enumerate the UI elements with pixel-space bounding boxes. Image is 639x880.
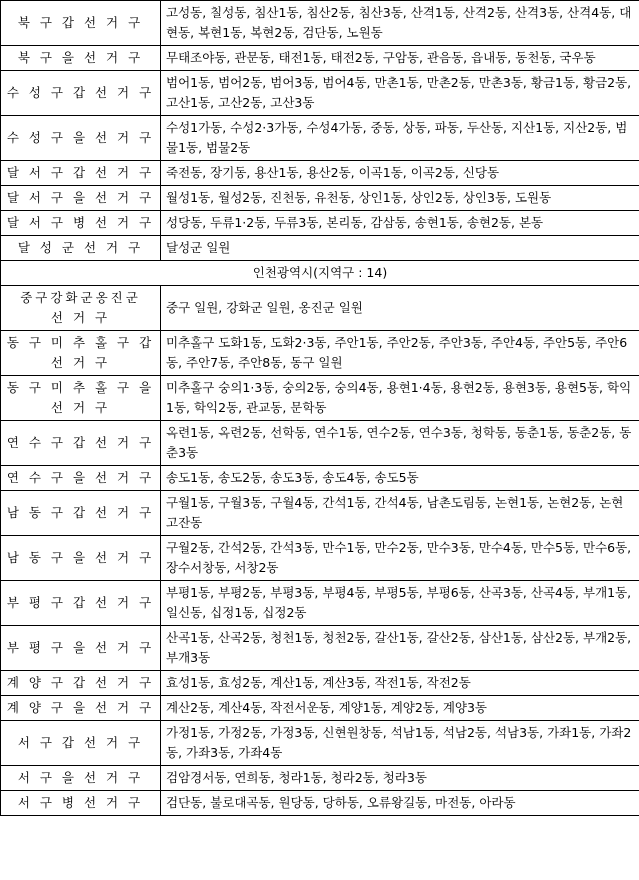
district-areas-cell: 범어1동, 범어2동, 범어3동, 범어4동, 만촌1동, 만촌2동, 만촌3동, 황금1동, 황금2동, 고산1동, 고산2동, 고산3동: [161, 71, 639, 116]
district-areas-cell: 월성1동, 월성2동, 진천동, 유천동, 상인1동, 상인2동, 상인3동, 도원동: [161, 186, 639, 211]
district-name-cell: 연 수 구 갑 선 거 구: [1, 421, 161, 466]
district-areas-cell: 효성1동, 효성2동, 계산1동, 계산3동, 작전1동, 작전2동: [161, 671, 639, 696]
district-name-cell: 동 구 미 추 홀 구 을 선 거 구: [1, 376, 161, 421]
district-areas-cell: 송도1동, 송도2동, 송도3동, 송도4동, 송도5동: [161, 466, 639, 491]
district-areas-cell: 검암경서동, 연희동, 청라1동, 청라2동, 청라3동: [161, 766, 639, 791]
district-name-cell: 중구강화군옹진군 선 거 구: [1, 286, 161, 331]
table-row: [1, 376, 639, 421]
district-name-cell: 수 성 구 갑 선 거 구: [1, 71, 161, 116]
table-row: [1, 721, 639, 766]
district-areas-cell: 가정1동, 가정2동, 가정3동, 신현원창동, 석남1동, 석남2동, 석남3동, 가좌1동, 가좌2동, 가좌3동, 가좌4동: [161, 721, 639, 766]
district-name-cell: 달 서 구 을 선 거 구: [1, 186, 161, 211]
district-name-cell: 서 구 갑 선 거 구: [1, 721, 161, 766]
table-body: [1, 1, 639, 816]
section-title: 인천광역시(지역구 : 14): [1, 261, 639, 286]
district-areas-cell: 미추홀구 도화1동, 도화2·3동, 주안1동, 주안2동, 주안3동, 주안4동, 주안5동, 주안6동, 주안7동, 주안8동, 동구 일원: [161, 331, 639, 376]
table-row: [1, 161, 639, 186]
table-row: [1, 116, 639, 161]
district-areas-cell: 죽전동, 장기동, 용산1동, 용산2동, 이곡1동, 이곡2동, 신당동: [161, 161, 639, 186]
district-areas-cell: 계산2동, 계산4동, 작전서운동, 계양1동, 계양2동, 계양3동: [161, 696, 639, 721]
table-row: [1, 536, 639, 581]
table-row: [1, 626, 639, 671]
table-row: [1, 791, 639, 816]
district-name-cell: 수 성 구 을 선 거 구: [1, 116, 161, 161]
district-areas-cell: 고성동, 칠성동, 침산1동, 침산2동, 침산3동, 산격1동, 산격2동, 산격3동, 산격4동, 대현동, 복현1동, 복현2동, 검단동, 노원동: [161, 1, 639, 46]
district-areas-cell: 성당동, 두류1·2동, 두류3동, 본리동, 감삼동, 송현1동, 송현2동, 본동: [161, 211, 639, 236]
table-row: [1, 186, 639, 211]
table-row: [1, 671, 639, 696]
district-name-cell: 부 평 구 을 선 거 구: [1, 626, 161, 671]
district-name-cell: 부 평 구 갑 선 거 구: [1, 581, 161, 626]
table-row: [1, 286, 639, 331]
table-row: [1, 236, 639, 261]
table-row: [1, 696, 639, 721]
district-name-cell: 서 구 병 선 거 구: [1, 791, 161, 816]
district-areas-cell: 산곡1동, 산곡2동, 청천1동, 청천2동, 갈산1동, 갈산2동, 삼산1동, 삼산2동, 부개2동, 부개3동: [161, 626, 639, 671]
table-row: [1, 766, 639, 791]
district-name-cell: 달 서 구 병 선 거 구: [1, 211, 161, 236]
district-name-cell: 북 구 을 선 거 구: [1, 46, 161, 71]
district-name-cell: 계 양 구 을 선 거 구: [1, 696, 161, 721]
district-name-cell: 북 구 갑 선 거 구: [1, 1, 161, 46]
table-row: [1, 46, 639, 71]
district-name-cell: 동 구 미 추 홀 구 갑 선 거 구: [1, 331, 161, 376]
district-areas-cell: 부평1동, 부평2동, 부평3동, 부평4동, 부평5동, 부평6동, 산곡3동, 산곡4동, 부개1동, 일신동, 십정1동, 십정2동: [161, 581, 639, 626]
table-row: [1, 581, 639, 626]
district-name-cell: 남 동 구 을 선 거 구: [1, 536, 161, 581]
district-name-cell: 연 수 구 을 선 거 구: [1, 466, 161, 491]
district-name-cell: 서 구 을 선 거 구: [1, 766, 161, 791]
section-header-row: [1, 261, 639, 286]
district-name-cell: 달 성 군 선 거 구: [1, 236, 161, 261]
district-name-cell: 남 동 구 갑 선 거 구: [1, 491, 161, 536]
district-areas-cell: 달성군 일원: [161, 236, 639, 261]
table-row: [1, 71, 639, 116]
table-row: [1, 211, 639, 236]
district-areas-cell: 검단동, 불로대곡동, 원당동, 당하동, 오류왕길동, 마전동, 아라동: [161, 791, 639, 816]
district-name-cell: 계 양 구 갑 선 거 구: [1, 671, 161, 696]
district-name-cell: 달 서 구 갑 선 거 구: [1, 161, 161, 186]
table-row: [1, 1, 639, 46]
table-row: [1, 491, 639, 536]
district-areas-cell: 수성1가동, 수성2·3가동, 수성4가동, 중동, 상동, 파동, 두산동, 지산1동, 지산2동, 범물1동, 범물2동: [161, 116, 639, 161]
district-areas-cell: 중구 일원, 강화군 일원, 옹진군 일원: [161, 286, 639, 331]
district-areas-cell: 미추홀구 숭의1·3동, 숭의2동, 숭의4동, 용현1·4동, 용현2동, 용현3동, 용현5동, 학익1동, 학익2동, 관교동, 문학동: [161, 376, 639, 421]
district-areas-cell: 무태조야동, 관문동, 태전1동, 태전2동, 구암동, 관음동, 읍내동, 동천동, 국우동: [161, 46, 639, 71]
district-areas-cell: 구월1동, 구월3동, 구월4동, 간석1동, 간석4동, 남촌도림동, 논현1동, 논현2동, 논현고잔동: [161, 491, 639, 536]
table-row: [1, 466, 639, 491]
district-areas-cell: 옥련1동, 옥련2동, 선학동, 연수1동, 연수2동, 연수3동, 청학동, 동춘1동, 동춘2동, 동춘3동: [161, 421, 639, 466]
district-areas-cell: 구월2동, 간석2동, 간석3동, 만수1동, 만수2동, 만수3동, 만수4동, 만수5동, 만수6동, 장수서창동, 서창2동: [161, 536, 639, 581]
table-row: [1, 331, 639, 376]
table-row: [1, 421, 639, 466]
